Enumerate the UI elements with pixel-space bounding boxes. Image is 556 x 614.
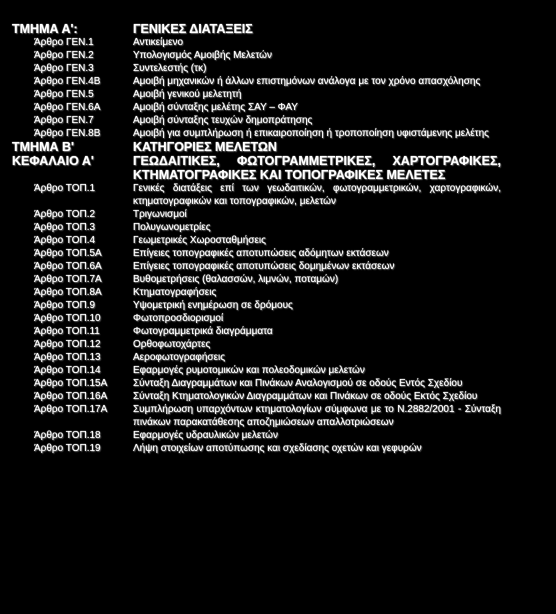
article-row (0, 234, 556, 247)
article-row (0, 75, 556, 88)
article-code: Άρθρο ΤΟΠ.8Α (34, 287, 102, 298)
chapter-a-label: ΚΕΦΑΛΑΙΟ Α' (12, 154, 94, 168)
article-code: Άρθρο ΤΟΠ.10 (34, 313, 101, 324)
article-title: Αμοιβή γενικού μελετητή (133, 89, 242, 100)
article-title: Συντελεστής (τκ) (133, 63, 207, 74)
article-code: Άρθρο ΓΕΝ.8Β (34, 128, 101, 139)
article-row (0, 62, 556, 75)
article-row (0, 49, 556, 62)
article-row (0, 325, 556, 338)
article-row (0, 208, 556, 221)
article-code: Άρθρο ΤΟΠ.16Α (34, 391, 108, 402)
article-row (0, 273, 556, 286)
article-code: Άρθρο ΤΟΠ.1 (34, 183, 96, 194)
article-title: Επίγειες τοπογραφικές αποτυπώσεις δομημένων εκτάσεων (133, 261, 395, 272)
article-title: Τριγωνισμοί (133, 209, 187, 220)
article-title: Αμοιβή σύνταξης μελέτης ΣΑΥ – ΦΑΥ (133, 102, 298, 113)
article-title: Εφαρμογές υδραυλικών μελετών (133, 430, 278, 441)
article-code: Άρθρο ΤΟΠ.6Α (34, 261, 102, 272)
article-code: Άρθρο ΤΟΠ.2 (34, 209, 96, 220)
article-code: Άρθρο ΤΟΠ.12 (34, 339, 101, 350)
section-a-label: ΤΜΗΜΑ Α': (12, 22, 78, 36)
article-code: Άρθρο ΓΕΝ.2 (34, 50, 94, 61)
article-code: Άρθρο ΤΟΠ.7Α (34, 274, 102, 285)
article-title: Πολυγωνομετρίες (133, 222, 211, 233)
article-title: Συμπλήρωση υπαρχόντων κτηματολογίων σύμφωνα με το Ν.2882/2001 - Σύνταξη πινάκων παρακατάθεσης αποζημιώσεων απαλλοτριώσεων (133, 404, 501, 428)
section-b-heading (0, 140, 556, 154)
article-title: Κτηματογραφήσεις (133, 287, 217, 298)
article-code: Άρθρο ΓΕΝ.3 (34, 63, 94, 74)
article-title: Σύνταξη Διαγραμμάτων και Πινάκων Αναλογισμού σε οδούς Εντός Σχεδίου (133, 378, 463, 389)
article-code: Άρθρο ΤΟΠ.19 (34, 443, 101, 454)
article-code: Άρθρο ΓΕΝ.7 (34, 115, 94, 126)
article-code: Άρθρο ΤΟΠ.4 (34, 235, 96, 246)
article-code: Άρθρο ΤΟΠ.14 (34, 365, 101, 376)
article-row (0, 221, 556, 234)
article-title: Εφαρμογές ρυμοτομικών και πολεοδομικών μελετών (133, 365, 365, 376)
section-a-list (0, 36, 556, 140)
article-code: Άρθρο ΤΟΠ.9 (34, 300, 96, 311)
article-title: Φωτογραμμετρικά διαγράμματα (133, 326, 273, 337)
section-a-heading (0, 22, 556, 36)
section-b-title: ΚΑΤΗΓΟΡΙΕΣ ΜΕΛΕΤΩΝ (133, 140, 277, 154)
article-title: Αμοιβή για συμπλήρωση ή επικαιροποίηση ή τροποποίηση υφιστάμενης μελέτης (133, 128, 489, 139)
article-title: Αμοιβή μηχανικών ή άλλων επιστημόνων ανάλογα με τον χρόνο απασχόλησης (133, 76, 481, 87)
article-row (0, 364, 556, 377)
article-row (0, 36, 556, 49)
article-row (0, 351, 556, 364)
article-code: Άρθρο ΓΕΝ.5 (34, 89, 94, 100)
article-title: Αεροφωτογραφήσεις (133, 352, 226, 363)
article-row (0, 403, 556, 429)
article-code: Άρθρο ΤΟΠ.18 (34, 430, 101, 441)
article-code: Άρθρο ΤΟΠ.15Α (34, 378, 108, 389)
article-row (0, 429, 556, 442)
article-code: Άρθρο ΤΟΠ.17Α (34, 404, 108, 415)
article-code: Άρθρο ΓΕΝ.4Β (34, 76, 101, 87)
article-title: Γεωμετρικές Χωροσταθμήσεις (133, 235, 266, 246)
article-code: Άρθρο ΤΟΠ.11 (34, 326, 100, 337)
article-row (0, 247, 556, 260)
article-title: Υψομετρική ενημέρωση σε δρόμους (133, 300, 293, 311)
article-code: Άρθρο ΓΕΝ.6Α (34, 102, 101, 113)
article-row (0, 182, 556, 208)
article-code: Άρθρο ΤΟΠ.13 (34, 352, 101, 363)
article-row (0, 101, 556, 114)
chapter-a-title: ΓΕΩΔΑΙΤΙΚΕΣ, ΦΩΤΟΓΡΑΜΜΕΤΡΙΚΕΣ, ΧΑΡΤΟΓΡΑΦΙΚΕΣ, ΚΤΗΜΑΤΟΓΡΑΦΙΚΕΣ ΚΑΙ ΤΟΠΟΓΡΑΦΙΚΕΣ ΜΕΛΕΤΕΣ (133, 154, 501, 182)
article-title: Αμοιβή σύνταξης τευχών δημοπράτησης (133, 115, 313, 126)
article-row (0, 286, 556, 299)
article-row (0, 390, 556, 403)
article-title: Ορθοφωτοχάρτες (133, 339, 211, 350)
article-row (0, 88, 556, 101)
article-row (0, 312, 556, 325)
section-b-label: ΤΜΗΜΑ Β' (12, 140, 74, 154)
chapter-a-heading (0, 154, 556, 182)
article-row (0, 377, 556, 390)
article-title: Υπολογισμός Αμοιβής Μελετών (133, 50, 272, 61)
article-row (0, 338, 556, 351)
section-b-list (0, 182, 556, 455)
article-title: Βυθομετρήσεις (θαλασσών, λιμνών, ποταμών) (133, 274, 339, 285)
article-row (0, 114, 556, 127)
article-code: Άρθρο ΤΟΠ.5Α (34, 248, 102, 259)
article-title: Σύνταξη Κτηματολογικών Διαγραμμάτων και Πινάκων σε οδούς Εκτός Σχεδίου (133, 391, 478, 402)
article-row (0, 299, 556, 312)
article-title: Γενικές διατάξεις επί των γεωδαιτικών, φωτογραμμετρικών, χαρτογραφικών, κτηματογραφικών και τοπογραφικών, μελετών (133, 183, 501, 207)
article-title: Επίγειες τοπογραφικές αποτυπώσεις αδόμητων εκτάσεων (133, 248, 389, 259)
article-title: Λήψη στοιχείων αποτύπωσης και σχεδίασης οχετών και γεφυρών (133, 443, 422, 454)
article-row (0, 127, 556, 140)
article-row (0, 442, 556, 455)
article-code: Άρθρο ΓΕΝ.1 (34, 37, 94, 48)
section-a-title: ΓΕΝΙΚΕΣ ΔΙΑΤΑΞΕΙΣ (133, 22, 253, 36)
article-code: Άρθρο ΤΟΠ.3 (34, 222, 96, 233)
article-row (0, 260, 556, 273)
article-title: Αντικείμενο (133, 37, 184, 48)
article-title: Φωτοπροσδιορισμοί (133, 313, 224, 324)
